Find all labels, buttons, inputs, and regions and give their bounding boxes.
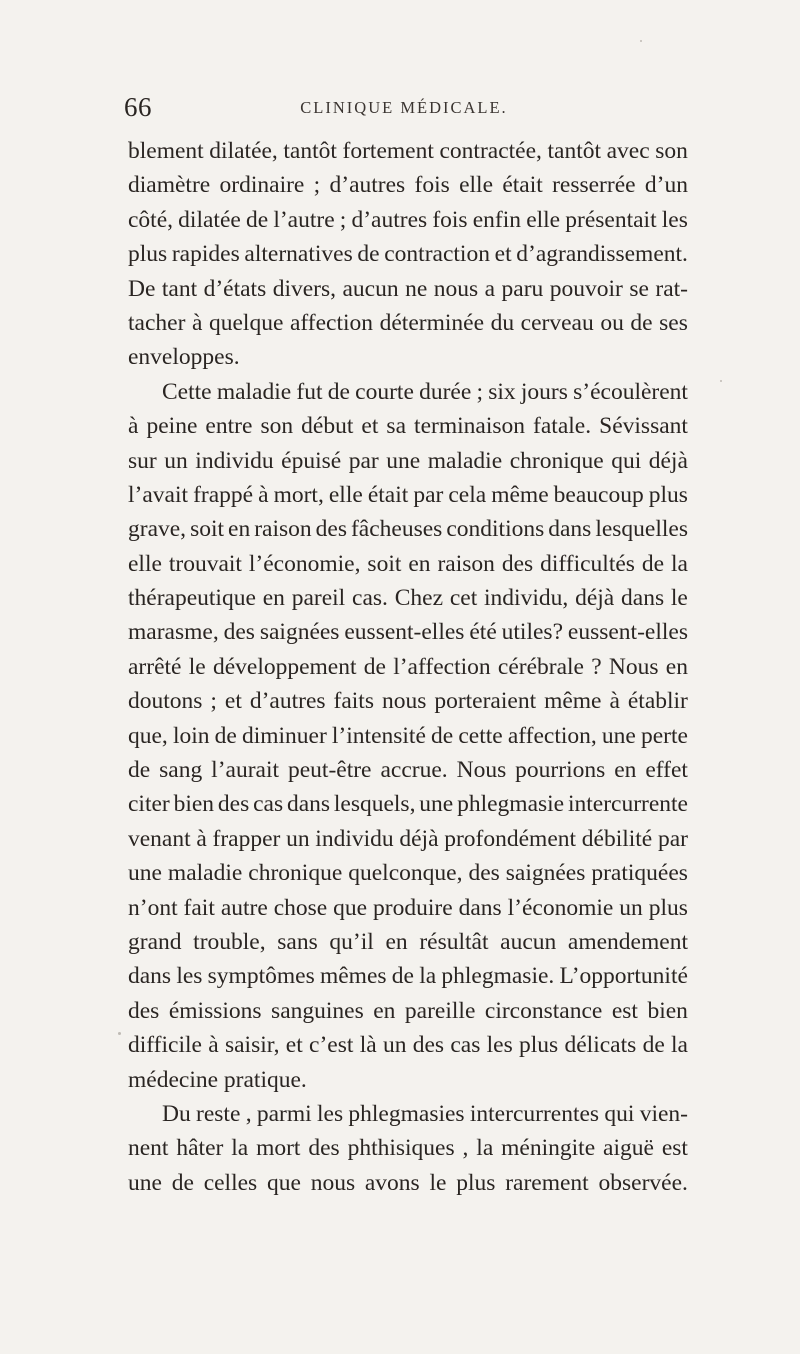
text-line: grave, soit en raison des fâcheuses conditions dans lesquelles — [128, 516, 688, 543]
text-line: nent hâter la mort des phthisiques , la méningite aiguë est — [128, 1135, 688, 1162]
text-line: à peine entre son début et sa terminaison fatale. Sévissant — [128, 413, 688, 440]
body-text — [128, 134, 688, 1200]
text-line: que, loin de diminuer l’intensité de cette affection, une perte — [128, 722, 688, 749]
text-line: venant à frapper un individu déjà profondément débilité par — [128, 825, 688, 852]
text-line: une maladie chronique quelconque, des saignées pratiquées — [128, 860, 688, 887]
text-line: de sang l’aurait peut-être accrue. Nous pourrions en effet — [128, 757, 688, 784]
text-line: Du reste , parmi les phlegmasies intercurrentes qui vien- — [162, 1100, 688, 1127]
text-line: diamètre ordinaire ; d’autres fois elle était resserrée d’un — [128, 172, 688, 199]
text-line: côté, dilatée de l’autre ; d’autres fois enfin elle présentait les — [128, 206, 688, 233]
text-line: Cette maladie fut de courte durée ; six jours s’écoulèrent — [162, 378, 688, 405]
paper-speck — [118, 1032, 121, 1035]
text-line: plus rapides alternatives de contraction et d’agrandissement. — [128, 241, 688, 268]
text-line: tacher à quelque affection déterminée du cerveau ou de ses — [128, 309, 688, 336]
text-line: l’avait frappé à mort, elle était par cela même beaucoup plus — [128, 481, 688, 508]
text-line: marasme, des saignées eussent-elles été utiles? eussent-elles — [128, 619, 688, 646]
text-line: grand trouble, sans qu’il en résultât aucun amendement — [128, 928, 688, 955]
text-line: citer bien des cas dans lesquels, une phlegmasie intercurrente — [128, 791, 688, 818]
text-line: blement dilatée, tantôt fortement contractée, tantôt avec son — [128, 138, 688, 164]
text-line: enveloppes. — [128, 344, 240, 371]
text-line: une de celles que nous avons le plus rarement observée. — [128, 1169, 688, 1196]
text-line: thérapeutique en pareil cas. Chez cet individu, déjà dans le — [128, 585, 688, 612]
text-line: des émissions sanguines en pareille circonstance est bien — [128, 997, 688, 1024]
running-head: CLINIQUE MÉDICALE. — [300, 98, 508, 117]
paper-speck — [720, 380, 722, 382]
page-number: 66 — [124, 92, 152, 122]
text-line: sur un individu épuisé par une maladie chronique qui déjà — [128, 447, 688, 474]
text-line: médecine pratique. — [128, 1066, 307, 1093]
text-line: doutons ; et d’autres faits nous porteraient même à établir — [128, 688, 688, 715]
text-line: elle trouvait l’économie, soit en raison des difficultés de la — [128, 550, 688, 577]
text-line: De tant d’états divers, aucun ne nous a paru pouvoir se rat- — [128, 275, 688, 302]
text-line: arrêté le développement de l’affection cérébrale ? Nous en — [128, 653, 688, 680]
text-line: n’ont fait autre chose que produire dans l’économie un plus — [128, 894, 688, 921]
page-header — [124, 92, 684, 132]
text-line: difficile à saisir, et c’est là un des cas les plus délicats de la — [128, 1032, 688, 1059]
text-line: dans les symptômes mêmes de la phlegmasie. L’opportunité — [128, 963, 688, 990]
paper-speck — [640, 40, 642, 42]
